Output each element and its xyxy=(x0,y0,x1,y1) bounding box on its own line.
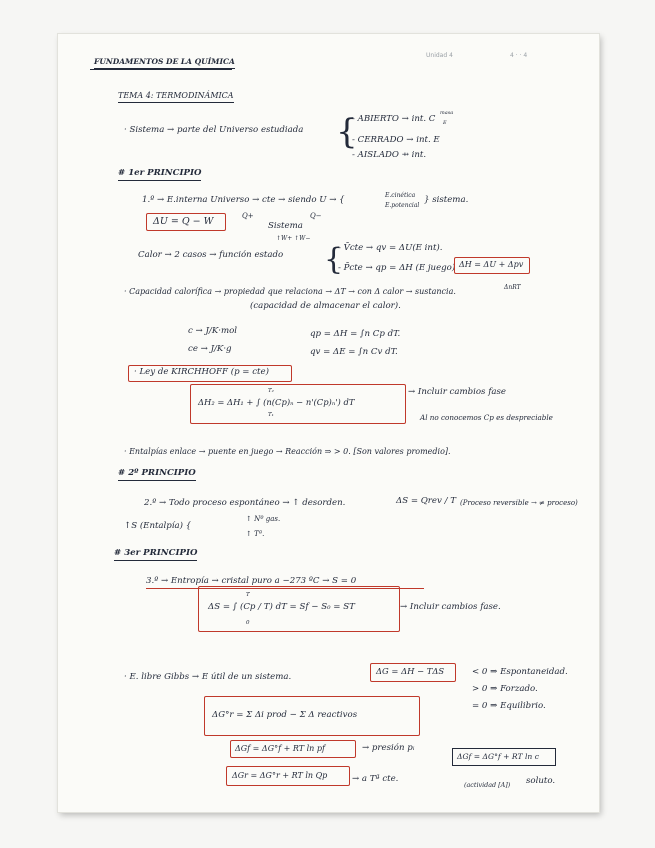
third-principle-heading: # 3er PRINCIPIO xyxy=(114,548,197,561)
v-cte-text: - V̄cte → qv = ΔU(E int). xyxy=(338,243,443,253)
gibbs-positive: > 0 ⇒ Forzado. xyxy=(472,684,538,694)
c-units: c → J/K·mol xyxy=(188,326,238,336)
sistema-word: } sistema. xyxy=(424,195,469,205)
second-principle-line: 2.º → Todo proceso espontáneo → ↑ desorden. xyxy=(144,498,346,508)
entropy-integral: ΔS = ∫ (Cp / T) dT = Sf − S₀ = ST xyxy=(208,602,355,612)
dg-reaction: ΔG°r = Σ Δi prod − Σ Δ reactivos xyxy=(212,710,358,720)
brace-open: { xyxy=(336,112,358,152)
entropy-upper-limit: T xyxy=(246,592,250,598)
gibbs-equation: ΔG = ΔH − TΔS xyxy=(376,666,445,676)
q-plus: Q+ xyxy=(242,212,254,220)
title-underline xyxy=(90,54,232,70)
gibbs-text: · E. libre Gibbs → E útil de un sistema. xyxy=(124,672,292,682)
qv-integral: qv = ΔE = ∫n Cv dT. xyxy=(310,347,398,357)
sistema-label: Sistema xyxy=(268,221,303,231)
page-title: FUNDAMENTOS DE LA QUÍMICA xyxy=(94,56,235,69)
dh-equation: ΔH = ΔU + Δpv xyxy=(459,260,524,269)
ce-units: ce → J/K·g xyxy=(188,344,232,354)
kirchhoff-equation: ΔH₂ = ΔH₁ + ∫ (n(Cp)ₙ − n'(Cp)ₙ') dT xyxy=(198,397,355,407)
dgr-equation: ΔGr = ΔG°r + RT ln Qp xyxy=(232,771,328,780)
proceso-note: (Proceso reversible → ≠ proceso) xyxy=(460,499,578,507)
e-potencial: E.potencial xyxy=(385,202,420,209)
p-cte-text: - P̄cte → qp = ΔH (E juego) xyxy=(338,263,456,273)
entropy-equation: ΔS = Qrev / T xyxy=(396,496,456,506)
t-constant: → a Tª cte. xyxy=(352,774,399,784)
entropy-lower-limit: 0 xyxy=(246,620,250,626)
topic-title: TEMA 4: TERMODINÁMICA xyxy=(118,90,234,103)
up-gas: ↑ Nº gas. xyxy=(246,515,281,523)
delta-nrt: ΔnRT xyxy=(504,284,521,291)
dgf-concentration: ΔGf = ΔG°f + RT ln c xyxy=(457,752,539,761)
w-labels: ↑W+ ↑W− xyxy=(276,235,311,242)
second-principle-heading: # 2º PRINCIPIO xyxy=(118,468,196,481)
gibbs-negative: < 0 ⇒ Espontaneidad. xyxy=(472,667,568,677)
soluto-word: soluto. xyxy=(526,776,556,786)
first-principle-heading: # 1er PRINCIPIO xyxy=(118,168,201,181)
q-minus: Q− xyxy=(310,212,322,220)
abierto-sup: masa xyxy=(440,110,454,116)
calor-text: Calor → 2 casos → función estado xyxy=(138,250,284,260)
incluir-cambios: → Incluir cambios fase xyxy=(408,387,506,397)
qp-integral: qp = ΔH = ∫n Cp dT. xyxy=(310,329,401,339)
sistema-definition: · Sistema → parte del Universo estudiada xyxy=(124,125,304,135)
corner-mark-right: 4 · · 4 xyxy=(510,52,528,59)
third-principle-line: 3.º → Entropía → cristal puro a −273 ºC → S = 0 xyxy=(146,576,357,586)
abierto-sub: E xyxy=(443,120,447,126)
kirchhoff-lower-limit: T₁ xyxy=(268,412,274,418)
presion-arrow: → presión pᵢ xyxy=(362,743,415,753)
kirchhoff-upper-limit: T₂ xyxy=(268,388,274,394)
kirchhoff-title: · Ley de KIRCHHOFF (p = cte) xyxy=(134,367,269,377)
capacidad-sub: (capacidad de almacenar el calor). xyxy=(250,301,401,311)
s-entalpia: ↑S (Entalpía) { xyxy=(124,521,192,531)
actividad-note: (actividad [A]) xyxy=(464,781,511,789)
du-equation: ΔU = Q − W xyxy=(153,216,214,227)
incluir-cambios-fase: → Incluir cambios fase. xyxy=(400,602,501,612)
entalpias-text: · Entalpías enlace → puente en juego → Reacción ⇒ > 0. [Son valores promedio]. xyxy=(124,447,451,456)
dgf-pressure: ΔGf = ΔG°f + RT ln pf xyxy=(235,744,325,753)
first-principle-line: 1.º → E.interna Universo → cte → siendo U → { xyxy=(142,195,345,205)
notebook-page xyxy=(58,34,599,812)
calor-brace: { xyxy=(324,242,344,277)
abierto-text: - ABIERTO → int. C xyxy=(352,114,436,124)
up-temp: ↑ Tª. xyxy=(246,530,265,538)
aislado-text: - AISLADO ⇸ int. xyxy=(352,150,427,160)
cp-note: Al no conocemos Cp es despreciable xyxy=(420,413,553,422)
cerrado-text: - CERRADO → int. E xyxy=(352,135,440,145)
gibbs-zero: = 0 ⇒ Equilibrio. xyxy=(472,701,546,711)
capacidad-text: · Capacidad calorífica → propiedad que relaciona → ΔT → con Δ calor → sustancia. xyxy=(124,287,456,296)
e-cinetica: E.cinética xyxy=(385,192,416,199)
corner-mark-left: Unidad 4 xyxy=(426,52,453,59)
